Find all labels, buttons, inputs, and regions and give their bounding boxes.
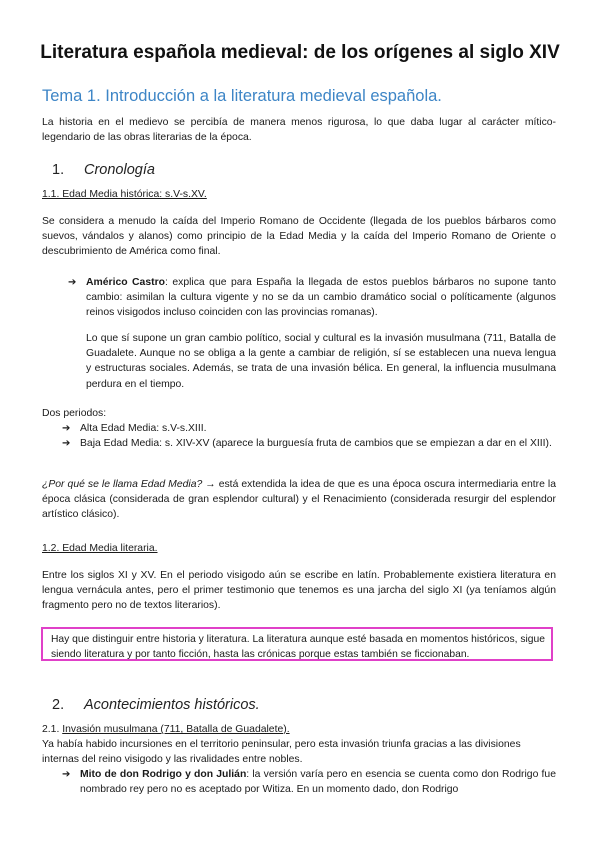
section-1-title: Cronología bbox=[84, 162, 155, 178]
note-box bbox=[41, 627, 553, 661]
question-answer: → está extendida la idea de que es una época oscura intermediaria entre la época clásica (considerada de gran esplendor cultural) y el Renacimiento (considerada resurgir del esplendor artístico clásico). bbox=[42, 479, 556, 521]
castro-followup-paragraph: Lo que sí supone un gran cambio político, social y cultural es la invasión musulmana (711, Batalla de Guadalete. Aunque no se obliga a la gente a cambiar de religión, sí se establecen una nueva lengua y estructuras sociales. Además, se trata de una invasión bélica. En general, la influencia musulmana perdura en el tiempo. bbox=[86, 333, 556, 390]
arrow-bullet-icon: ➔ bbox=[62, 769, 71, 780]
arrow-bullet-icon: ➔ bbox=[68, 277, 77, 288]
period-item bbox=[62, 421, 556, 436]
castro-name: Américo Castro bbox=[86, 277, 165, 288]
arrow-bullet-icon: ➔ bbox=[62, 423, 71, 434]
mito-list-item bbox=[62, 767, 556, 797]
subsection-1-1-heading: 1.1. Edad Media histórica: s.V-s.XV. bbox=[42, 189, 207, 200]
period-item-text: Alta Edad Media: s.V-s.XIII. bbox=[80, 423, 207, 434]
periods-label: Dos periodos: bbox=[42, 408, 107, 419]
tema-heading: Tema 1. Introducción a la literatura medieval española. bbox=[42, 87, 442, 105]
subsection-1-1-paragraph: Se considera a menudo la caída del Imperio Romano de Occidente (llegada de los pueblos bárbaros como suevos, vándalos y alanos) como principio de la Edad Media y la caída del Imperio Romano de Oriente o descubrimiento de América como final. bbox=[42, 216, 556, 258]
section-2-heading bbox=[52, 697, 260, 713]
intro-paragraph: La historia en el medievo se percibía de manera menos rigurosa, lo que daba lugar al carácter mítico-legendario de las obras literarias de la época. bbox=[42, 117, 556, 144]
castro-list-item bbox=[68, 275, 556, 321]
subsection-2-1-title: Invasión musulmana (711, Batalla de Guadalete). bbox=[62, 724, 290, 735]
document-title: Literatura española medieval: de los orígenes al siglo XIV bbox=[40, 42, 560, 63]
section-2-title: Acontecimientos históricos. bbox=[84, 697, 260, 713]
section-2-number: 2. bbox=[52, 697, 65, 713]
subsection-1-2-heading: 1.2. Edad Media literaria. bbox=[42, 543, 158, 554]
subsection-1-2-paragraph: Entre los siglos XI y XV. En el periodo visigodo aún se escribe en latín. Probablemente existiera literatura en lengua vernácula antes, pero el primer testimonio que tenemos es una jarcha del siglo XI (ya teníamos algún fragmento pero no de textos literarios). bbox=[42, 570, 556, 612]
period-item-text: Baja Edad Media: s. XIV-XV (aparece la burguesía fruta de cambios que se empiezan a dar en el XIII). bbox=[80, 438, 552, 449]
castro-text: : explica que para España la llegada de estos pueblos bárbaros no supone tanto cambio: asimilan la cultura vigente y no se da un cambio dramático social o políticamente (algunos reinos visigodos incluso coinciden con las provincias romanas). bbox=[86, 277, 556, 319]
section-1-heading bbox=[52, 162, 155, 178]
arrow-bullet-icon: ➔ bbox=[62, 438, 71, 449]
question-text: ¿Por qué se le llama Edad Media? bbox=[42, 479, 203, 490]
subsection-2-1-heading bbox=[42, 722, 290, 737]
mito-text: : la versión varía pero en esencia se cuenta como don Rodrigo fue nombrado rey pero no es aceptado por Witiza. En un momento dado, don Rodrigo bbox=[80, 769, 556, 796]
subsection-2-1-paragraph: Ya había habido incursiones en el territorio peninsular, pero esta invasión triunfa gracias a las divisiones internas del reino visigodo y las rivalidades entre nobles. bbox=[42, 739, 521, 766]
question-paragraph bbox=[42, 477, 556, 523]
period-item bbox=[62, 436, 556, 451]
note-box-text: Hay que distinguir entre historia y literatura. La literatura aunque esté basada en momentos históricos, sigue siendo literatura y por tanto ficción, hasta las crónicas porque estas también se ficcionaban. bbox=[51, 634, 545, 660]
mito-name: Mito de don Rodrigo y don Julián bbox=[80, 769, 247, 780]
subsection-2-1-prefix: 2.1. bbox=[42, 724, 63, 735]
section-1-number: 1. bbox=[52, 162, 65, 178]
